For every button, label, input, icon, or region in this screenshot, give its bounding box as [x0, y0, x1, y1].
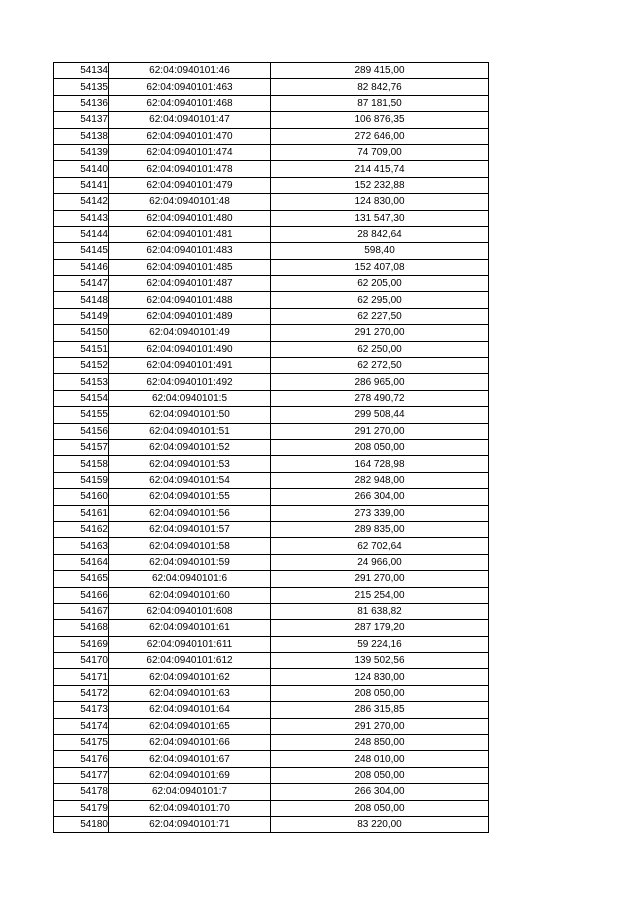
- cadastral-number-cell: 62:04:0940101:468: [109, 95, 271, 111]
- table-row: [54, 636, 489, 652]
- value-cell: 287 179,20: [271, 620, 489, 636]
- row-number-cell: 54170: [54, 653, 109, 669]
- table-row: [54, 653, 489, 669]
- cadastral-number-cell: 62:04:0940101:5: [109, 390, 271, 406]
- table-row: [54, 390, 489, 406]
- cadastral-number-cell: 62:04:0940101:69: [109, 767, 271, 783]
- row-number-cell: 54161: [54, 505, 109, 521]
- row-number-cell: 54149: [54, 308, 109, 324]
- row-number-cell: 54135: [54, 79, 109, 95]
- table-row: [54, 685, 489, 701]
- value-cell: 208 050,00: [271, 800, 489, 816]
- cadastral-number-cell: 62:04:0940101:48: [109, 194, 271, 210]
- value-cell: 164 728,98: [271, 456, 489, 472]
- cadastral-number-cell: 62:04:0940101:67: [109, 751, 271, 767]
- row-number-cell: 54154: [54, 390, 109, 406]
- cadastral-number-cell: 62:04:0940101:63: [109, 685, 271, 701]
- value-cell: 139 502,56: [271, 653, 489, 669]
- value-cell: 62 272,50: [271, 358, 489, 374]
- value-cell: 291 270,00: [271, 423, 489, 439]
- cadastral-number-cell: 62:04:0940101:485: [109, 259, 271, 275]
- row-number-cell: 54150: [54, 325, 109, 341]
- row-number-cell: 54180: [54, 816, 109, 832]
- row-number-cell: 54173: [54, 702, 109, 718]
- table-row: [54, 161, 489, 177]
- table-row: [54, 669, 489, 685]
- cadastral-number-cell: 62:04:0940101:490: [109, 341, 271, 357]
- cadastral-number-cell: 62:04:0940101:6: [109, 571, 271, 587]
- row-number-cell: 54158: [54, 456, 109, 472]
- table-row: [54, 472, 489, 488]
- row-number-cell: 54162: [54, 521, 109, 537]
- value-cell: 82 842,76: [271, 79, 489, 95]
- row-number-cell: 54176: [54, 751, 109, 767]
- value-cell: 291 270,00: [271, 718, 489, 734]
- row-number-cell: 54138: [54, 128, 109, 144]
- cadastral-number-cell: 62:04:0940101:55: [109, 489, 271, 505]
- table-row: [54, 456, 489, 472]
- cadastral-number-cell: 62:04:0940101:491: [109, 358, 271, 374]
- cadastral-number-cell: 62:04:0940101:611: [109, 636, 271, 652]
- table-row: [54, 423, 489, 439]
- cadastral-number-cell: 62:04:0940101:470: [109, 128, 271, 144]
- row-number-cell: 54163: [54, 538, 109, 554]
- table-row: [54, 800, 489, 816]
- cadastral-number-cell: 62:04:0940101:56: [109, 505, 271, 521]
- row-number-cell: 54178: [54, 784, 109, 800]
- table-row: [54, 194, 489, 210]
- row-number-cell: 54136: [54, 95, 109, 111]
- value-cell: 124 830,00: [271, 669, 489, 685]
- cadastral-number-cell: 62:04:0940101:474: [109, 144, 271, 160]
- cadastral-number-cell: 62:04:0940101:52: [109, 439, 271, 455]
- table-row: [54, 95, 489, 111]
- table-row: [54, 718, 489, 734]
- cadastral-number-cell: 62:04:0940101:57: [109, 521, 271, 537]
- table-row: [54, 735, 489, 751]
- cadastral-number-cell: 62:04:0940101:64: [109, 702, 271, 718]
- table-row: [54, 79, 489, 95]
- row-number-cell: 54145: [54, 243, 109, 259]
- table-row: [54, 784, 489, 800]
- table-row: [54, 144, 489, 160]
- table-row: [54, 554, 489, 570]
- cadastral-number-cell: 62:04:0940101:480: [109, 210, 271, 226]
- table-row: [54, 243, 489, 259]
- cadastral-number-cell: 62:04:0940101:53: [109, 456, 271, 472]
- table-row: [54, 816, 489, 832]
- table-row: [54, 63, 489, 79]
- row-number-cell: 54148: [54, 292, 109, 308]
- table-row: [54, 308, 489, 324]
- row-number-cell: 54172: [54, 685, 109, 701]
- value-cell: 87 181,50: [271, 95, 489, 111]
- value-cell: 289 415,00: [271, 63, 489, 79]
- row-number-cell: 54174: [54, 718, 109, 734]
- row-number-cell: 54144: [54, 226, 109, 242]
- cadastral-number-cell: 62:04:0940101:54: [109, 472, 271, 488]
- value-cell: 62 250,00: [271, 341, 489, 357]
- value-cell: 74 709,00: [271, 144, 489, 160]
- value-cell: 62 227,50: [271, 308, 489, 324]
- value-cell: 59 224,16: [271, 636, 489, 652]
- cadastral-number-cell: 62:04:0940101:488: [109, 292, 271, 308]
- cadastral-number-cell: 62:04:0940101:483: [109, 243, 271, 259]
- value-cell: 62 702,64: [271, 538, 489, 554]
- row-number-cell: 54151: [54, 341, 109, 357]
- value-cell: 24 966,00: [271, 554, 489, 570]
- cadastral-number-cell: 62:04:0940101:66: [109, 735, 271, 751]
- row-number-cell: 54164: [54, 554, 109, 570]
- value-cell: 28 842,64: [271, 226, 489, 242]
- cadastral-number-cell: 62:04:0940101:58: [109, 538, 271, 554]
- value-cell: 272 646,00: [271, 128, 489, 144]
- table-row: [54, 128, 489, 144]
- table-row: [54, 767, 489, 783]
- value-cell: 152 232,88: [271, 177, 489, 193]
- value-cell: 248 850,00: [271, 735, 489, 751]
- value-cell: 282 948,00: [271, 472, 489, 488]
- row-number-cell: 54153: [54, 374, 109, 390]
- value-cell: 291 270,00: [271, 571, 489, 587]
- cadastral-number-cell: 62:04:0940101:492: [109, 374, 271, 390]
- value-cell: 208 050,00: [271, 767, 489, 783]
- table-row: [54, 276, 489, 292]
- value-cell: 81 638,82: [271, 603, 489, 619]
- row-number-cell: 54139: [54, 144, 109, 160]
- value-cell: 286 315,85: [271, 702, 489, 718]
- table-row: [54, 341, 489, 357]
- cadastral-number-cell: 62:04:0940101:608: [109, 603, 271, 619]
- cadastral-number-cell: 62:04:0940101:49: [109, 325, 271, 341]
- value-cell: 291 270,00: [271, 325, 489, 341]
- value-cell: 248 010,00: [271, 751, 489, 767]
- row-number-cell: 54146: [54, 259, 109, 275]
- value-cell: 208 050,00: [271, 685, 489, 701]
- row-number-cell: 54157: [54, 439, 109, 455]
- row-number-cell: 54177: [54, 767, 109, 783]
- row-number-cell: 54155: [54, 407, 109, 423]
- row-number-cell: 54171: [54, 669, 109, 685]
- table-row: [54, 587, 489, 603]
- table-row: [54, 358, 489, 374]
- table-row: [54, 702, 489, 718]
- table-row: [54, 226, 489, 242]
- table-body: [54, 63, 489, 833]
- value-cell: 215 254,00: [271, 587, 489, 603]
- row-number-cell: 54156: [54, 423, 109, 439]
- value-cell: 289 835,00: [271, 521, 489, 537]
- row-number-cell: 54152: [54, 358, 109, 374]
- table-row: [54, 292, 489, 308]
- table-row: [54, 177, 489, 193]
- row-number-cell: 54143: [54, 210, 109, 226]
- row-number-cell: 54147: [54, 276, 109, 292]
- table-row: [54, 620, 489, 636]
- value-cell: 278 490,72: [271, 390, 489, 406]
- row-number-cell: 54140: [54, 161, 109, 177]
- table-row: [54, 751, 489, 767]
- value-cell: 299 508,44: [271, 407, 489, 423]
- value-cell: 62 205,00: [271, 276, 489, 292]
- cadastral-number-cell: 62:04:0940101:50: [109, 407, 271, 423]
- table-row: [54, 439, 489, 455]
- value-cell: 106 876,35: [271, 112, 489, 128]
- row-number-cell: 54134: [54, 63, 109, 79]
- table-row: [54, 571, 489, 587]
- value-cell: 214 415,74: [271, 161, 489, 177]
- table-row: [54, 521, 489, 537]
- table-row: [54, 538, 489, 554]
- row-number-cell: 54169: [54, 636, 109, 652]
- value-cell: 266 304,00: [271, 784, 489, 800]
- value-cell: 124 830,00: [271, 194, 489, 210]
- value-cell: 152 407,08: [271, 259, 489, 275]
- value-cell: 286 965,00: [271, 374, 489, 390]
- cadastral-number-cell: 62:04:0940101:62: [109, 669, 271, 685]
- cadastral-number-cell: 62:04:0940101:46: [109, 63, 271, 79]
- table-row: [54, 325, 489, 341]
- value-cell: 598,40: [271, 243, 489, 259]
- table-row: [54, 374, 489, 390]
- table-row: [54, 112, 489, 128]
- table-row: [54, 505, 489, 521]
- row-number-cell: 54142: [54, 194, 109, 210]
- table-row: [54, 407, 489, 423]
- cadastral-number-cell: 62:04:0940101:71: [109, 816, 271, 832]
- row-number-cell: 54165: [54, 571, 109, 587]
- row-number-cell: 54137: [54, 112, 109, 128]
- cadastral-number-cell: 62:04:0940101:463: [109, 79, 271, 95]
- cadastral-number-cell: 62:04:0940101:47: [109, 112, 271, 128]
- row-number-cell: 54175: [54, 735, 109, 751]
- cadastral-number-cell: 62:04:0940101:489: [109, 308, 271, 324]
- row-number-cell: 54168: [54, 620, 109, 636]
- table-row: [54, 210, 489, 226]
- cadastral-number-cell: 62:04:0940101:65: [109, 718, 271, 734]
- cadastral-number-cell: 62:04:0940101:61: [109, 620, 271, 636]
- cadastral-number-cell: 62:04:0940101:479: [109, 177, 271, 193]
- table-row: [54, 603, 489, 619]
- cadastral-value-table: [53, 62, 489, 833]
- value-cell: 266 304,00: [271, 489, 489, 505]
- cadastral-number-cell: 62:04:0940101:51: [109, 423, 271, 439]
- table-row: [54, 489, 489, 505]
- cadastral-number-cell: 62:04:0940101:612: [109, 653, 271, 669]
- table-row: [54, 259, 489, 275]
- value-cell: 83 220,00: [271, 816, 489, 832]
- value-cell: 131 547,30: [271, 210, 489, 226]
- value-cell: 62 295,00: [271, 292, 489, 308]
- cadastral-number-cell: 62:04:0940101:478: [109, 161, 271, 177]
- row-number-cell: 54160: [54, 489, 109, 505]
- value-cell: 273 339,00: [271, 505, 489, 521]
- row-number-cell: 54141: [54, 177, 109, 193]
- cadastral-number-cell: 62:04:0940101:481: [109, 226, 271, 242]
- cadastral-number-cell: 62:04:0940101:70: [109, 800, 271, 816]
- row-number-cell: 54159: [54, 472, 109, 488]
- cadastral-number-cell: 62:04:0940101:7: [109, 784, 271, 800]
- row-number-cell: 54167: [54, 603, 109, 619]
- cadastral-number-cell: 62:04:0940101:487: [109, 276, 271, 292]
- row-number-cell: 54179: [54, 800, 109, 816]
- row-number-cell: 54166: [54, 587, 109, 603]
- cadastral-number-cell: 62:04:0940101:59: [109, 554, 271, 570]
- cadastral-number-cell: 62:04:0940101:60: [109, 587, 271, 603]
- value-cell: 208 050,00: [271, 439, 489, 455]
